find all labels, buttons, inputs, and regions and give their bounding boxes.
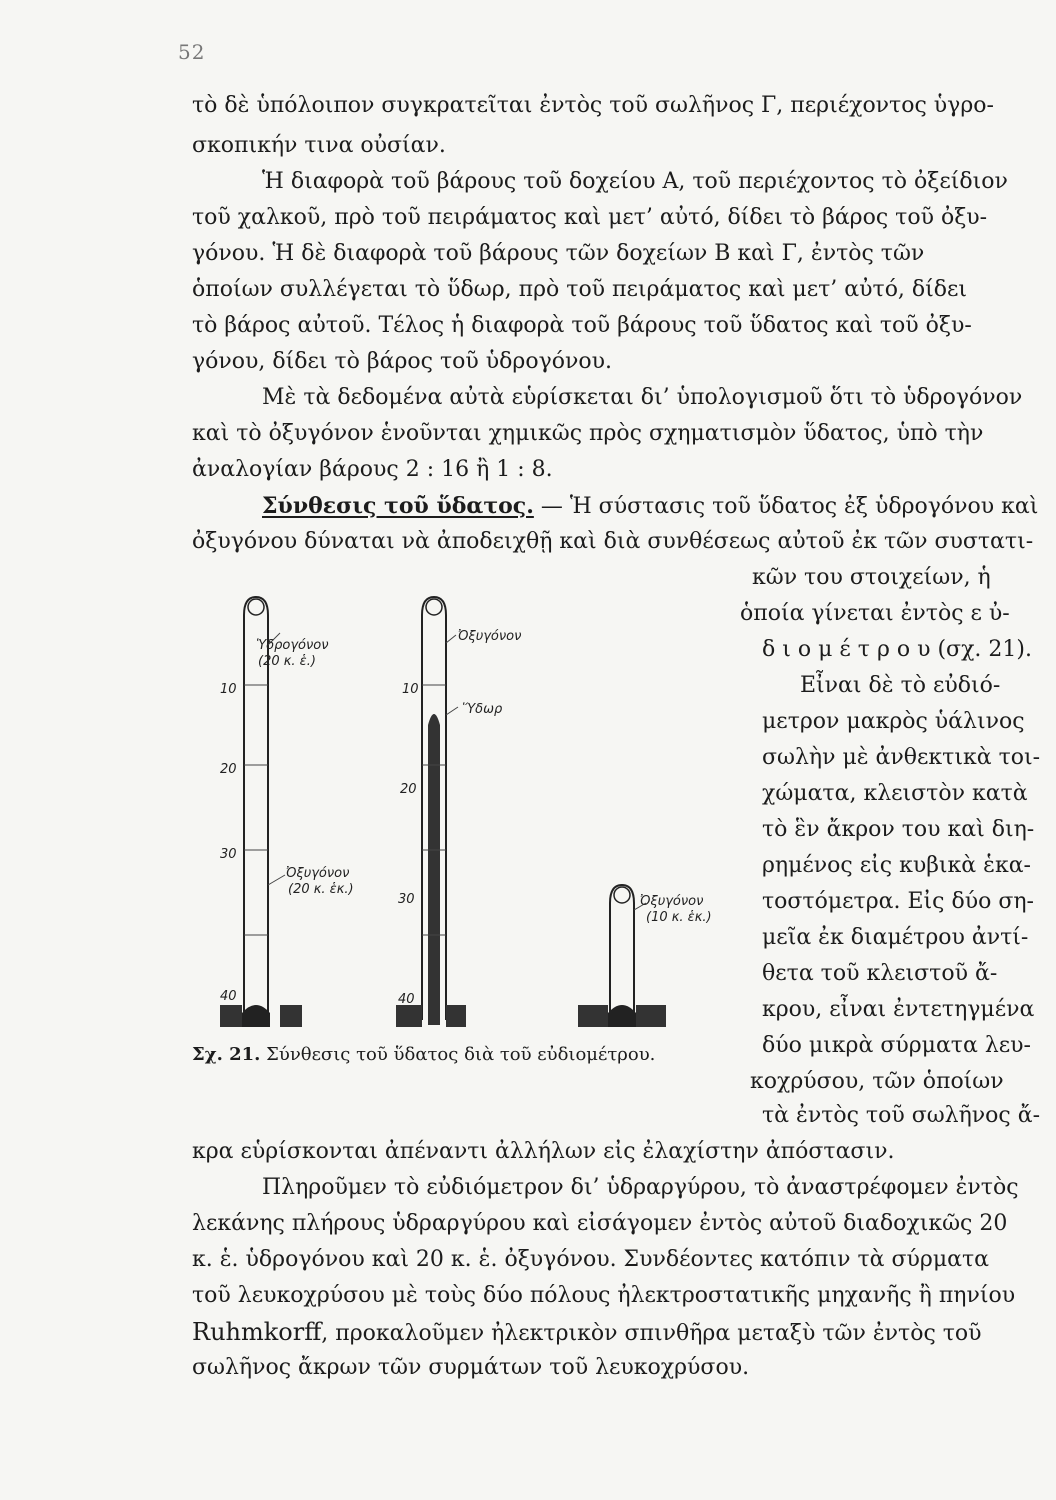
text-line: σκοπικήν τινα οὐσίαν. [192, 133, 446, 158]
section-heading: Σύνθεσις τοῦ ὕδατος. [262, 493, 534, 519]
section-heading-line [262, 488, 1038, 525]
text-line: κρου, εἶναι ἐντετηγμένα [762, 997, 1035, 1022]
text-line: τὸ ἓν ἄκρον του καὶ διη- [762, 817, 1035, 842]
label-oxygen-left: Ὀξυγόνον [286, 866, 350, 881]
figure-caption-label: Σχ. 21. [192, 1044, 261, 1065]
label-oxygen-top: Ὀξυγόνον [458, 629, 522, 644]
scale-tick: 10 [220, 682, 237, 697]
text-line: μεῖα ἐκ διαμέτρου ἀντί- [762, 925, 1029, 950]
text-line: κρα εὑρίσκονται ἀπέναντι ἀλλήλων εἰς ἐλαχίστην ἀπόστασιν. [192, 1139, 895, 1164]
text-line: ὀξυγόνου δύναται νὰ ἀποδειχθῇ καὶ διὰ συνθέσεως αὐτοῦ ἐκ τῶν συστατι- [192, 529, 1034, 554]
text-line: γόνου, δίδει τὸ βάρος τοῦ ὑδρογόνου. [192, 349, 612, 374]
text-line: ὁποία γίνεται ἐντὸς ε ὐ- [740, 601, 1010, 626]
scale-tick: 30 [220, 847, 237, 862]
text-line: τὰ ἐντὸς τοῦ σωλῆνος ἄ- [762, 1103, 1041, 1128]
text-line: Μὲ τὰ δεδομένα αὐτὰ εὑρίσκεται δι’ ὑπολογισμοῦ ὅτι τὸ ὑδρογόνον [262, 385, 1023, 410]
label-oxygen-right-volume: (10 κ. ἑκ.) [646, 910, 712, 925]
text-line: δ ι ο μ έ τ ρ ο υ (σχ. 21). [762, 637, 1032, 662]
text-line: ἀναλογίαν βάρους 2 : 16 ἢ 1 : 8. [192, 457, 553, 482]
label-oxygen-right: Ὀξυγόνον [640, 894, 704, 909]
text-line: χώματα, κλειστὸν κατὰ [762, 781, 1028, 806]
scale-tick: 40 [398, 992, 415, 1007]
label-oxygen-left-volume: (20 κ. ἑκ.) [288, 882, 354, 897]
eudiometer-figure [200, 585, 750, 1045]
label-hydrogen-volume: (20 κ. ἑ.) [258, 654, 316, 669]
scale-tick: 30 [398, 892, 415, 907]
text-line: τὸ βάρος αὐτοῦ. Τέλος ἡ διαφορὰ τοῦ βάρους τοῦ ὕδατος καὶ τοῦ ὀξυ- [192, 313, 972, 338]
text-line: δύο μικρὰ σύρματα λευ- [762, 1033, 1031, 1058]
text-line: τὸ δὲ ὑπόλοιπον συγκρατεῖται ἐντὸς τοῦ σωλῆνος Γ, περιέχοντος ὑγρο- [192, 93, 994, 118]
text-line: τοῦ χαλκοῦ, πρὸ τοῦ πειράματος καὶ μετ’ αὐτό, δίδει τὸ βάρος τοῦ ὀξυ- [192, 205, 988, 230]
text-line: τοστόμετρα. Εἰς δύο ση- [762, 889, 1034, 914]
text-line: κῶν του στοιχείων, ἡ [752, 565, 991, 590]
text-line: ὁποίων συλλέγεται τὸ ὕδωρ, πρὸ τοῦ πειράματος καὶ μετ’ αὐτό, δίδει [192, 277, 968, 302]
text-line: καὶ τὸ ὀξυγόνον ἑνοῦνται χημικῶς πρὸς σχηματισμὸν ὕδατος, ὑπὸ τὴν [192, 421, 984, 446]
text-line [192, 1314, 982, 1352]
label-hydrogen: Ὑδρογόνον [256, 638, 329, 653]
text-line: ρημένος εἰς κυβικὰ ἑκα- [762, 853, 1031, 878]
text-line: Πληροῦμεν τὸ εὐδιόμετρον δι’ ὑδραργύρου, τὸ ἀναστρέφομεν ἐντὸς [262, 1175, 1019, 1200]
text-line: σωλῆνος ἄκρων τῶν συρμάτων τοῦ λευκοχρύσου. [192, 1355, 750, 1380]
text-line: σωλὴν μὲ ἀνθεκτικὰ τοι- [762, 745, 1041, 770]
scale-tick: 20 [400, 782, 417, 797]
text-line: κ. ἑ. ὑδρογόνου καὶ 20 κ. ἑ. ὀξυγόνου. Συνδέοντες κατόπιν τὰ σύρματα [192, 1247, 990, 1272]
section-intro: — Ἡ σύστασις τοῦ ὕδατος ἐξ ὑδρογόνου καὶ [540, 494, 1039, 519]
label-water: Ὕδωρ [462, 702, 503, 717]
eudiometer-tube-middle [396, 597, 466, 1027]
page-number: 52 [178, 40, 206, 64]
scale-tick: 10 [402, 682, 419, 697]
text-line: μετρον μακρὸς ὑάλινος [762, 709, 1025, 734]
text-line: Εἶναι δὲ τὸ εὐδιό- [800, 673, 1001, 698]
scale-tick: 40 [220, 989, 237, 1004]
figure-caption [192, 1044, 655, 1065]
figure-caption-text: Σύνθεσις τοῦ ὕδατος διὰ τοῦ εὐδιομέτρου. [266, 1044, 656, 1065]
ruhmkorff-rest: , προκαλοῦμεν ἠλεκτρικὸν σπινθῆρα μεταξὺ τῶν ἐντὸς τοῦ [321, 1321, 982, 1346]
ruhmkorff-name: Ruhmkorff [192, 1318, 322, 1346]
text-line: θετα τοῦ κλειστοῦ ἄ- [762, 961, 998, 986]
scale-tick: 20 [220, 762, 237, 777]
text-line: κοχρύσου, τῶν ὁποίων [750, 1069, 1004, 1094]
text-line: τοῦ λευκοχρύσου μὲ τοὺς δύο πόλους ἠλεκτροστατικῆς μηχανῆς ἢ πηνίου [192, 1283, 1016, 1308]
text-line: λεκάνης πλήρους ὑδραργύρου καὶ εἰσάγομεν ἐντὸς αὐτοῦ διαδοχικῶς 20 [192, 1211, 1008, 1236]
text-line: Ἡ διαφορὰ τοῦ βάρους τοῦ δοχείου Α, τοῦ περιέχοντος τὸ ὀξείδιον [262, 169, 1008, 194]
text-line: γόνου. Ἡ δὲ διαφορὰ τοῦ βάρους τῶν δοχείων Β καὶ Γ, ἐντὸς τῶν [192, 241, 925, 266]
